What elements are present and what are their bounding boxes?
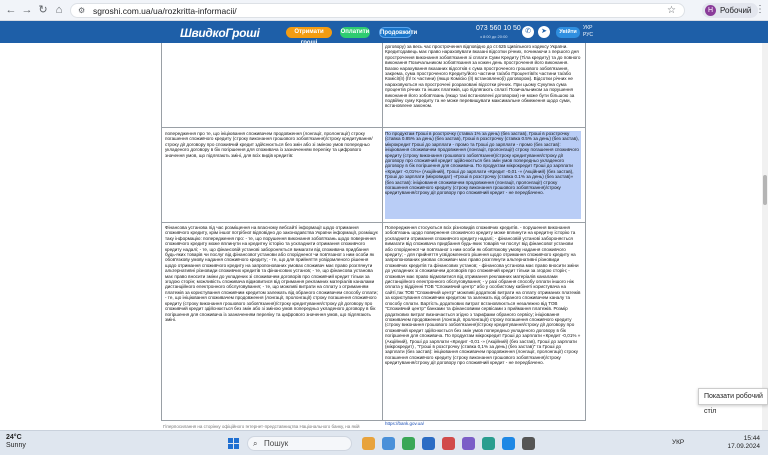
app-icon[interactable]: [522, 437, 535, 450]
site-header: [0, 21, 768, 43]
forward-icon[interactable]: →: [21, 4, 33, 16]
site-logo[interactable]: ШвидкоГроші: [180, 26, 260, 40]
taskbar: [0, 430, 768, 455]
input-language[interactable]: УКР: [672, 439, 685, 446]
get-money-button[interactable]: Отримати: [286, 27, 332, 38]
lang-rus[interactable]: РУС: [583, 32, 594, 38]
app-icon[interactable]: [482, 437, 495, 450]
avatar: Н: [705, 5, 716, 16]
table-cell-r1-right: договору) за весь час прострочення відповідно до ст.625 Цивільного кодексу України. Кредитодавець має право нараховувати вказані відсотки річних, починаючи з першого дня прострочення виконання зобов'язання зі сплати Суми Кредиту (Тіла кредиту) та до повного виконання Позичальником зобов'язання за кожен день прострочення його виконання. Базою нарахування вказаних відсотків є сума простроченого грошового зобов'язання, закрема, сума простроченого Кредиту/його частини та/або Процентів/їх частини та/або Комісії(ії) (Її/ їх частини) (якщо Комісію (ії) встановлено(і) договором). Відсотки річних не нараховуються на прострочені розраховані відсотки річних. При цьому Сукупна сума процентів річних та інших платежів, що підлягають сплаті Позичальником за порушення виконання його зобов'язань (якщо такі встановлені договором) не може бути більшою за подвійну суму Кредиту та не може перевищувати максимальне обмеження щодо суми, встановлене законом.: [385, 44, 581, 109]
explorer-icon[interactable]: [382, 437, 395, 450]
app-icon[interactable]: [462, 437, 475, 450]
telegram-icon[interactable]: ➤: [538, 26, 550, 38]
show-desktop-tooltip: Показати робочий стіл: [698, 388, 768, 405]
viber-icon[interactable]: ✆: [522, 26, 534, 38]
clock-time: 15:44: [743, 435, 760, 442]
table-cell-r3-left: Фінансова установа під час розміщення на власному вебсайті інформації щодо отримання споживчого кредиту, крім іншої потрібної відповідно до законодавства України інформації, розміщує таку інформацію: попередження про: - те, що порушення виконання зобов'язань щодо повернення споживчого кредиту може вплинути на кредитну історію та ускладнити отримання споживчого кредиту надалі; - те, що фінансовій установі забороняється вимагати від споживача придбання будь-яких товарів чи послуг від фінансової установи або спорідненої чи пов'язаної з ним особи як обов'язкову умову надання споживчого кредиту; - те, що для прийняття усвідомленого рішення щодо отримання споживчого кредиту на запропонованих умовах споживач має право розглянути альтернативні різновиди споживчих кредитів та фінансових установ; - те, що фінансова установа має право вносити зміни до укладених зі споживачем договорів про споживчий кредит тільки за згодою сторін; можливість споживача відмовитися від отримання рекламних матеріалів каналами дистанційного електронного обслуговування; - те, що можливі витрати на сплату з отриманням платежів за користування споживчим кредитом залежать від обраного споживачем способу сплати; - те, що ініціювання споживачем продовження (лонгації, пролонгації) строку погашення споживчого кредиту (строку виконання грошового зобов'язання)/строку кредитування/строку дії договору про споживчий кредит здійснюється без змін або зі зміною умов попередньо укладеного договору в бік погіршення для споживача із зазначенням переліку та цифрового значення умов, що підлягають зміні.: [165, 225, 379, 322]
table-cell-r2-left: попередження про те, що ініціювання споживачем продовження (лонгації, пролонгації) строку погашення споживчого кредиту (строку виконання грошового зобов'язання)/строку кредитування/строку дії договору про споживчий кредит здійснюється без змін або зі зміною умов попередньо укладеного договору в бік погіршення для споживача із зазначенням переліку та цифрового значення умов, що підлягають зміні, для всіх видів кредитів:: [165, 131, 373, 158]
table-cell-r3-right: Попередження стосуються всіх різновидів споживчих кредитів. - порушення виконання зобов'язань щодо повернення споживчого кредиту може вплинути на кредитну історію та ускладнити отримання споживчого кредиту надалі; - фінансовій установі забороняється вимагати від споживача придбання будь-яких товарів чи послуг від фінансової установи або спорідненої чи пов'язаної з ним особи як обов'язкову умову надання споживчого кредиту; - для прийняття усвідомленого рішення щодо отримання споживчого кредиту на запропонованих умовах споживач має право розглянути альтернативні різновиди споживчих кредитів та фінансових установ; - фінансова установа має право вносити зміни до укладених зі споживачем договорів про споживчий кредит тільки за згодою сторін; - споживач має право відмовитися від отримання рекламних матеріалів каналами дистанційного електронного обслуговування; - у разі обрання способу оплати іншого ніж оплата у віддіенні ТОВ "Споживчий центр" або у особистому кабінеті користувача на сайті,так ТОВ "Споживчий центр" можливі додаткові витрати на сплату отриманих платежів за користування споживчим кредитом та залежать від обраного споживачем каналу та способу сплати. Вартість додаткових витрат встановлюється незалежно від ТОВ "Споживчий центр" банками та фінансовими сервісами з приймання платежів. Розмір додаткових витрат визначається згідно з тарифами обраного сервісу; ініціювання споживачем продовження (лонгації, пролонгації) строку погашення споживчого кредиту (строку виконання грошового зобов'язання)/строку кредитування/строку дії договору про споживчий кредит здійснюється без змін умов попередньо укладеного договору в бік погіршення для споживача. По продуктам мікрокредит Гроші до зарплати «Кредит -0,01% » (Акційний), Гроші до зарплати «Кредит -0,01 -» (Акційний) (без застав), Гроші до зарплати (мікрокредит) , "Гроші в розстрочку (ставка 0,1% за день) (без застав)" та Гроші до зарплати (без застав): ініціювання споживачем продовження (лонгації, пролонгації) строку погашення споживчого кредиту (строку виконання грошового зобов'язання)/строку кредитування/строку дії договору про споживчий кредит - не передбачено.: [385, 225, 581, 366]
windows-start-icon[interactable]: [228, 438, 239, 449]
profile-name: Робочий: [720, 6, 752, 15]
clock[interactable]: [724, 435, 760, 451]
url-text[interactable]: sgroshi.com.ua/ua/rozkritta-informacii/: [93, 6, 237, 16]
profile-button[interactable]: [702, 3, 758, 18]
telegram-app-icon[interactable]: [502, 437, 515, 450]
phone-number[interactable]: 073 560 10 50: [476, 25, 521, 32]
taskbar-search[interactable]: [247, 436, 352, 451]
footer-text: Гіперпосилання на сторінку офіційного Інтернет-представництва Національного банку, на якій: [163, 424, 360, 429]
search-placeholder: Пошук: [264, 439, 289, 448]
site-info-icon[interactable]: ⚙: [78, 6, 86, 15]
extend-button[interactable]: Продовжити: [379, 27, 412, 38]
app-icon[interactable]: [442, 437, 455, 450]
row-divider: [162, 127, 585, 128]
address-bar[interactable]: [70, 3, 685, 18]
weather-desc: Sunny: [6, 442, 26, 449]
disclosure-table: [161, 43, 586, 421]
phone-hours: з 8:00 до 20:00: [480, 34, 508, 39]
scrollbar[interactable]: [762, 43, 768, 430]
back-icon[interactable]: ←: [5, 4, 17, 16]
pay-button[interactable]: Оплатити: [340, 27, 370, 38]
table-cell-r2-right: По продуктам Гроші в розстрочку (ставка 1% за день) (без застав), Гроші в розстрочку (ставка 0.85% за день) (без застав), Гроші в розстрочку (ставка 0.5% за день) (без застав), мікрокредит Гроші до зарплати - промо та Гроші до зарплати - промо (без застав): ініціювання споживачем продовження (лонгації, пролонгації) строку погашення споживчого кредиту (строку виконання грошового зобов'язання)/строку кредитування/строку дії договору про споживчий кредит здійснюється без змін умов попередньо укладеного договору в бік погіршення для споживача. По продуктам мікрокредит Гроші до зарплати «Кредит -0,01%» (Акційний), Гроші до зарплати «Кредит -0,01 -» (Акційний) (без застав), Гроші до зарплати (мікровидат) «Гроші в розстрочку (ставка 0.1% за день) (без застав)» (без застав): ініціювання споживачем продовження (лонгації, пролонгації) строку погашення споживчого кредиту (строку виконання грошового зобов'язання)/строку кредитування/строку дії договору про споживчий кредит - не передбачено.: [385, 131, 581, 219]
search-icon: ⌕: [253, 439, 258, 448]
column-divider: [382, 43, 383, 421]
language-switch[interactable]: [583, 25, 593, 39]
bookmark-star-icon[interactable]: ☆: [667, 5, 676, 16]
edge-icon[interactable]: [422, 437, 435, 450]
row-divider: [162, 222, 585, 223]
weather-temp: 24°C: [6, 434, 22, 441]
reload-icon[interactable]: ↻: [38, 4, 48, 16]
browser-toolbar: [0, 0, 768, 21]
home-icon[interactable]: ⌂: [55, 4, 63, 16]
nbu-link[interactable]: https://bank.gov.ua/: [385, 421, 424, 426]
clock-date: 17.09.2024: [727, 443, 760, 450]
lang-ukr[interactable]: УКР: [583, 25, 593, 31]
scrollbar-thumb[interactable]: [763, 175, 767, 205]
browser-menu-icon[interactable]: ⋮: [755, 4, 765, 15]
chrome-icon[interactable]: [402, 437, 415, 450]
page-content: [0, 43, 768, 430]
weather-widget[interactable]: [6, 434, 26, 450]
login-button[interactable]: Увійти: [556, 27, 580, 38]
taskview-icon[interactable]: [362, 437, 375, 450]
